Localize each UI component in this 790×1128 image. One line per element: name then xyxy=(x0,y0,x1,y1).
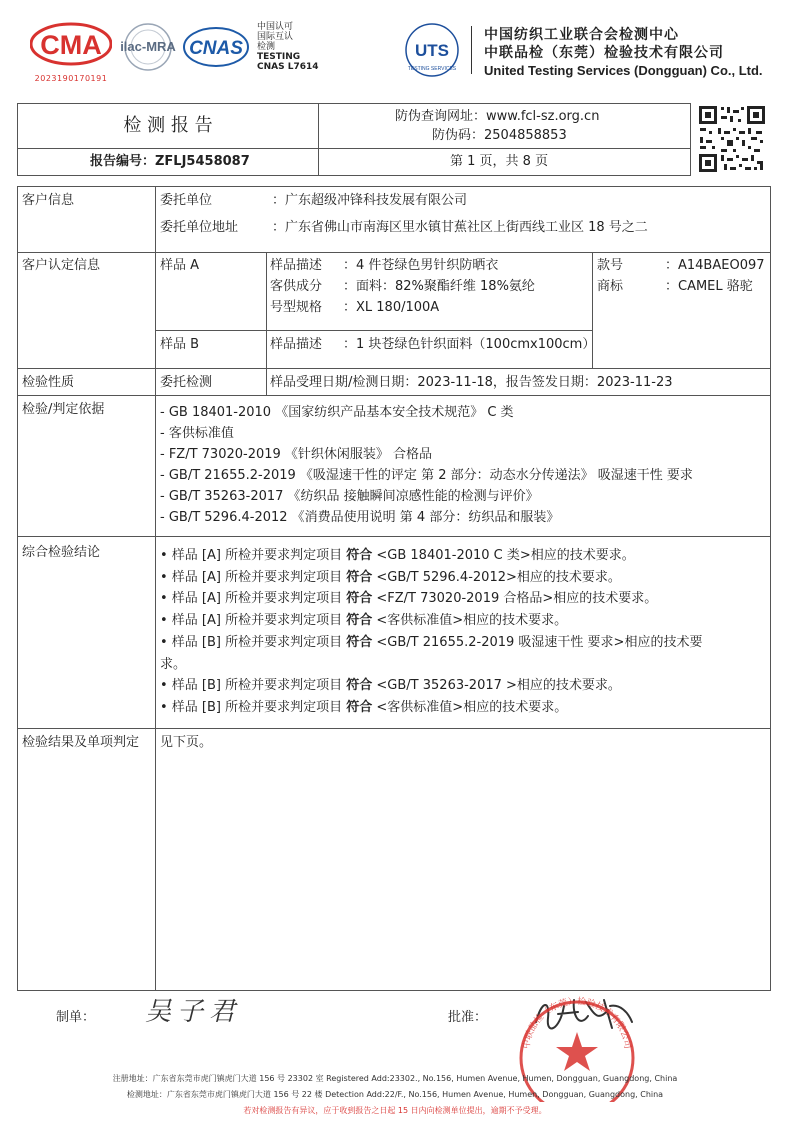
conclusion-item-post: <GB/T 35263-2017 >相应的技术要求。 xyxy=(372,678,621,694)
title-left-border xyxy=(17,103,18,175)
sample-a-size: ：XL 180/100A xyxy=(343,300,440,315)
footer-reg-address: 注册地址：广东省东莞市虎门镇虎门大道 156 号 23302 室 Registered Add:23302., No.156, Humen Avenue, Humen, Dongguan, Guangdong, China xyxy=(112,1074,678,1083)
sample-a-comp: ：面料：82%聚酯纤维 18%氨纶 xyxy=(343,279,535,294)
conclusion-item-verdict: 符合 xyxy=(346,678,373,694)
conclusion-item-post: <GB/T 5296.4-2012>相应的技术要求。 xyxy=(372,569,621,585)
client-unit-label: 委托单位 xyxy=(160,193,213,208)
conclusion-item xyxy=(160,632,702,654)
company-name-en: United Testing Services (Dongguan) Co., Ltd. xyxy=(484,63,763,78)
header-divider xyxy=(471,26,472,74)
cma-number: 2023190170191 xyxy=(34,74,108,83)
basis-item: - FZ/T 73020-2019 《针织休闲服装》 合格品 xyxy=(160,447,433,462)
style-no-value: ：A14BAEO097 xyxy=(665,258,765,273)
conclusion-item-post: <GB/T 21655.2-2019 吸湿速干性 要求>相应的技术要 xyxy=(372,634,703,650)
sample-b-label: 样品 B xyxy=(160,337,200,352)
sample-label-divider xyxy=(266,252,267,368)
conclusion-item-verdict: 符合 xyxy=(346,548,373,563)
sample-a-desc: ：4 件苍绿色男针织防晒衣 xyxy=(343,258,499,273)
page-info: 第 1 页，共 8 页 xyxy=(450,154,549,169)
conclusion-item xyxy=(160,697,702,719)
conclusion-item-verdict: 符合 xyxy=(346,569,373,585)
basis-item: - GB/T 21655.2-2019 《吸湿速干性的评定 第 2 部分：动态水分传递法》 吸湿速干性 要求 xyxy=(160,468,693,483)
brand-value: ：CAMEL 骆驼 xyxy=(665,279,753,294)
sample-a-label: 样品 A xyxy=(160,258,200,273)
section-nature: 检验性质 xyxy=(22,375,75,390)
title-col-divider xyxy=(318,103,319,175)
nature-dates: 样品受理日期/检测日期：2023-11-18，报告签发日期：2023-11-23 xyxy=(270,375,673,390)
conclusion-item xyxy=(160,567,702,589)
conclusion-item-pre: 求。 xyxy=(160,656,187,672)
uts-logo-subtext: TESTING SERVICES xyxy=(407,66,457,72)
row-divider xyxy=(155,330,592,331)
qr-code[interactable] xyxy=(696,103,768,175)
cnas-logo xyxy=(182,25,250,69)
conclusion-item-post: <FZ/T 73020-2019 合格品>相应的技术要求。 xyxy=(372,591,658,607)
conclusion-item xyxy=(160,654,702,676)
conclusion-item-pre: • 样品 [B] 所检并要求判定项目 xyxy=(160,678,347,694)
basis-item: - 客供标准值 xyxy=(160,426,234,441)
uts-logo xyxy=(402,22,462,80)
conclusion-item-verdict: 符合 xyxy=(346,634,373,650)
title-bottom-border xyxy=(17,175,691,176)
approver-label: 批准： xyxy=(448,1010,488,1025)
conclusion-item xyxy=(160,545,702,567)
nature-divider xyxy=(266,368,267,395)
sample-b-desc-label: 样品描述 xyxy=(270,337,323,352)
conclusion-item-pre: • 样品 [B] 所检并要求判定项目 xyxy=(160,634,347,650)
sample-a-size-label: 号型规格 xyxy=(270,300,323,315)
section-result: 检验结果及单项判定 xyxy=(22,735,140,750)
company-name-cn1: 中国纺织工业联合会检测中心 xyxy=(484,27,679,43)
conclusion-item-verdict: 符合 xyxy=(346,699,373,715)
cma-logo xyxy=(30,22,112,83)
table-right-border xyxy=(770,186,771,991)
conclusion-item-post: <客供标准值>相应的技术要求。 xyxy=(372,613,568,629)
maker-signature: 吴子君 xyxy=(145,997,242,1027)
conclusion-item-post: <客供标准值>相应的技术要求。 xyxy=(372,699,568,715)
uts-logo-text: UTS xyxy=(415,41,449,60)
conclusion-item xyxy=(160,610,702,632)
report-title: 检 测 报 告 xyxy=(123,115,213,136)
footer-notice: 若对检测报告有异议，应于收到报告之日起 15 日内向检测单位提出，逾期不予受理。 xyxy=(243,1106,547,1115)
accreditation-line: TESTING xyxy=(257,52,301,62)
section-sample-info: 客户认定信息 xyxy=(22,258,101,273)
accreditation-line: 国际互认 xyxy=(257,32,294,42)
table-top-border xyxy=(17,186,771,187)
verify-url: 防伪查询网址：www.fcl-sz.org.cn xyxy=(395,109,600,124)
title-mid-border xyxy=(17,148,691,149)
seal-text: 中联品检（东莞）检验技术有限公司 xyxy=(521,997,633,1050)
client-address-label: 委托单位地址 xyxy=(160,220,239,235)
result-value: 见下页。 xyxy=(160,735,213,750)
row-divider xyxy=(17,252,771,253)
conclusion-list xyxy=(160,545,702,719)
company-name xyxy=(484,26,763,79)
maker-label: 制单： xyxy=(56,1010,96,1025)
style-no-label: 款号 xyxy=(597,258,624,273)
ilac-mra-logo xyxy=(114,22,182,72)
conclusion-item-verdict: 符合 xyxy=(346,591,373,607)
sample-a-comp-label: 客供成分 xyxy=(270,279,323,294)
row-divider xyxy=(17,536,771,537)
section-basis: 检验/判定依据 xyxy=(22,402,105,417)
footer-det-address: 检测地址：广东省东莞市虎门镇虎门大道 156 号 22 楼 Detection Add:22/F., No.156, Humen Avenue, Humen, Dongguan, Guangdong, China xyxy=(126,1090,664,1099)
ilac-logo-text: ilac-MRA xyxy=(120,39,176,54)
conclusion-item-pre: • 样品 [A] 所检并要求判定项目 xyxy=(160,569,347,585)
cma-logo-text: CMA xyxy=(40,30,102,60)
nature-value: 委托检测 xyxy=(160,375,213,390)
label-col-divider xyxy=(155,186,156,991)
row-divider xyxy=(17,395,771,396)
accreditation-text xyxy=(257,22,319,72)
conclusion-item-pre: • 样品 [A] 所检并要求判定项目 xyxy=(160,613,347,629)
title-top-border xyxy=(17,103,691,104)
conclusion-item-post: <GB 18401-2010 C 类>相应的技术要求。 xyxy=(372,548,635,563)
accreditation-line: CNAS L7614 xyxy=(257,62,319,72)
client-address-value: ：广东省佛山市南海区里水镇甘蕉社区上街西线工业区 18 号之二 xyxy=(272,220,648,235)
conclusion-item xyxy=(160,675,702,697)
client-unit-value: ：广东超级冲锋科技发展有限公司 xyxy=(272,193,468,208)
title-right-border xyxy=(690,103,691,175)
company-name-cn2: 中联品检（东莞）检验技术有限公司 xyxy=(484,45,724,61)
section-client: 客户信息 xyxy=(22,193,75,208)
conclusion-item-verdict: 符合 xyxy=(346,613,373,629)
brand-label: 商标 xyxy=(597,279,624,294)
basis-list xyxy=(160,402,693,528)
row-divider xyxy=(17,368,771,369)
cnas-logo-text: CNAS xyxy=(189,38,243,59)
basis-item: - GB/T 35263-2017 《纺织品 接触瞬间凉感性能的检测与评价》 xyxy=(160,489,539,504)
basis-item: - GB/T 5296.4-2012 《消费品使用说明 第 4 部分：纺织品和服装》 xyxy=(160,510,560,525)
accreditation-line: 检测 xyxy=(257,42,276,52)
conclusion-item-pre: • 样品 [B] 所检并要求判定项目 xyxy=(160,699,347,715)
conclusion-item xyxy=(160,588,702,610)
accreditation-line: 中国认可 xyxy=(257,22,294,32)
section-conclusion: 综合检验结论 xyxy=(22,545,101,560)
row-divider xyxy=(17,728,771,729)
table-left-border xyxy=(17,186,18,991)
conclusion-item-pre: • 样品 [A] 所检并要求判定项目 xyxy=(160,591,347,607)
official-seal xyxy=(510,996,644,1102)
sample-a-desc-label: 样品描述 xyxy=(270,258,323,273)
conclusion-item-pre: • 样品 [A] 所检并要求判定项目 xyxy=(160,548,347,563)
sample-b-desc: ：1 块苍绿色针织面料（100cmx100cm） xyxy=(343,337,596,352)
report-number: 报告编号：ZFLJ5458087 xyxy=(90,154,250,169)
verify-code: 防伪码：2504858853 xyxy=(432,128,567,143)
table-bottom-border xyxy=(17,990,771,991)
basis-item: - GB 18401-2010 《国家纺织产品基本安全技术规范》 C 类 xyxy=(160,405,514,420)
